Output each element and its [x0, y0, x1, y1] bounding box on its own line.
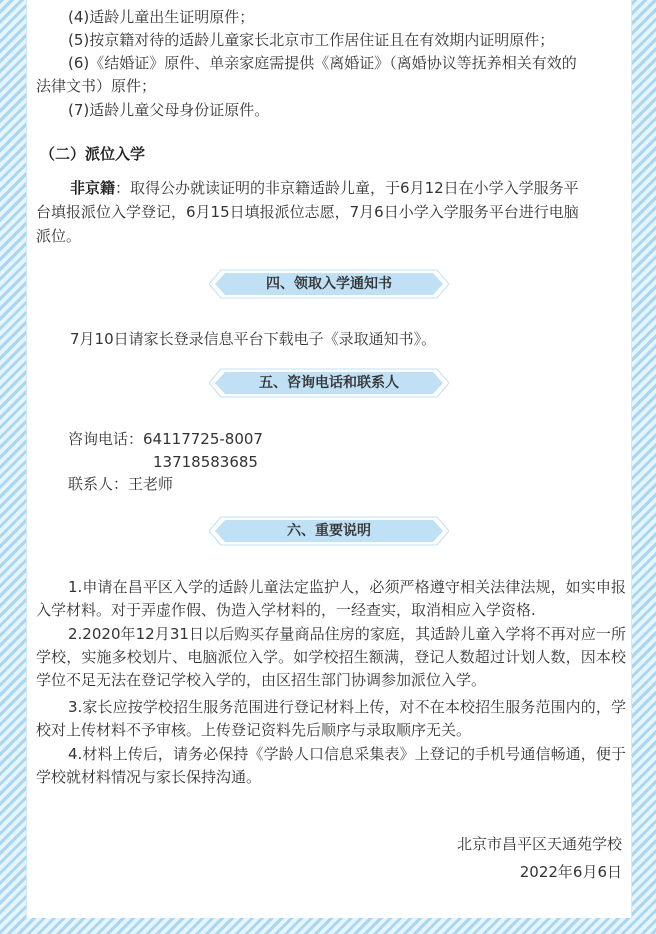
section-5-title: 五、咨询电话和联系人	[259, 375, 399, 391]
label-colon: ：	[115, 179, 131, 197]
assignment-line3: 派位。	[36, 227, 82, 245]
assignment-line1	[70, 177, 579, 200]
section-6-title: 六、重要说明	[287, 523, 371, 539]
doc-item-5: (5)按京籍对待的适龄儿童家长北京市工作居住证且在有效期内证明原件；	[68, 31, 555, 49]
assignment-heading: （二）派位入学	[40, 145, 146, 163]
doc-item-6-line1: (6)《结婚证》原件、单亲家庭需提供《离婚证》（离婚协议等抚养相关有效的	[68, 54, 577, 72]
school-signature: 北京市昌平区天通苑学校	[456, 835, 622, 853]
section-5-banner	[209, 368, 449, 398]
note-paragraph-4: 4.材料上传后，请务必保持《学龄人口信息采集表》上登记的手机号通信畅通，便于学校就材料情况与家长保持沟通。	[36, 745, 626, 786]
notice-download-text: 7月10日请家长登录信息平台下载电子《录取通知书》。	[70, 330, 437, 348]
phone-row	[68, 428, 263, 451]
document-date: 2022年6月6日	[519, 863, 622, 881]
note-paragraph-2: 2.2020年12月31日以后购买存量商品住房的家庭，其适龄儿童入学将不再对应一所学校，实施多校划片、电脑派位入学。如学校招生额满，登记人数超过计划人数，因本校学位不足无法在登记学校入学的，由区招生部门协调参加派位入学。	[36, 625, 626, 689]
section-4-title: 四、领取入学通知书	[266, 276, 392, 292]
contact-person: 联系人：王老师	[68, 475, 174, 493]
assignment-line2: 台填报派位入学登记，6月15日填报派位志愿，7月6日小学入学服务平台进行电脑	[36, 203, 579, 221]
phone-label: 咨询电话：	[68, 430, 144, 448]
doc-item-7: (7)适龄儿童父母身份证原件。	[68, 101, 270, 119]
doc-item-6-line2: 法律文书）原件；	[36, 77, 157, 95]
non-beijing-label: 非京籍	[70, 179, 116, 197]
note-paragraph-3: 3.家长应按学校招生服务范围进行登记材料上传，对不在本校招生服务范围内的，学校对上传材料不予审核。上传登记资料先后顺序与录取顺序无关。	[36, 698, 626, 739]
section-6-banner	[209, 516, 449, 546]
section-4-banner	[209, 269, 449, 299]
doc-item-4: (4)适龄儿童出生证明原件；	[68, 8, 255, 26]
phone-number-2: 13718583685	[153, 453, 258, 471]
note-paragraph-1: 1.申请在昌平区入学的适龄儿童法定监护人，必须严格遵守相关法律法规，如实申报入学材料。对于弄虚作假、伪造入学材料的，一经查实，取消相应入学资格.	[36, 578, 626, 619]
assignment-line1-text: 取得公办就读证明的非京籍适龄儿童，于6月12日在小学入学服务平	[130, 179, 579, 197]
phone-number-1: 64117725-8007	[143, 430, 263, 448]
